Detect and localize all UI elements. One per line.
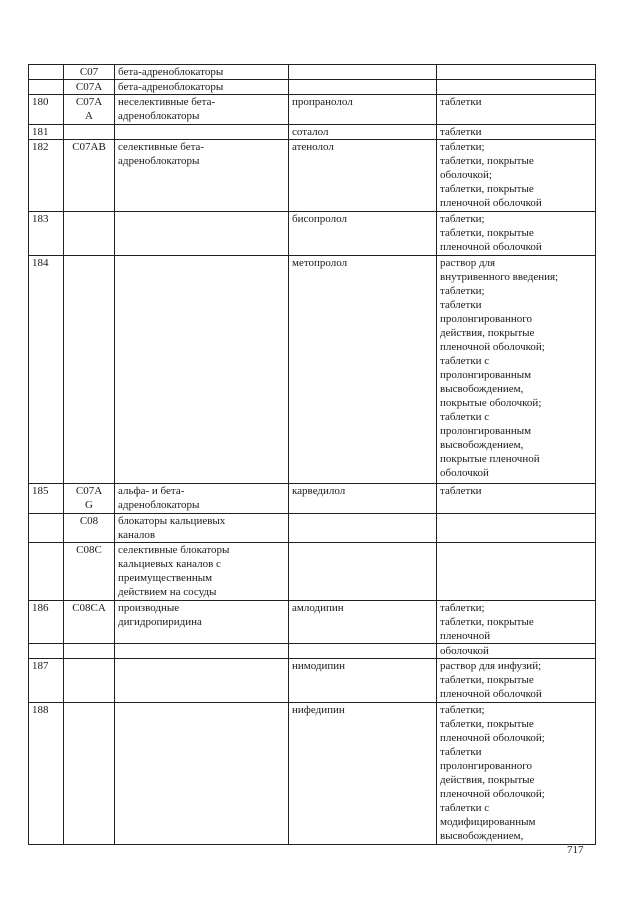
inn-cell	[289, 80, 437, 95]
atc-code: C08	[79, 515, 99, 527]
row-number-cell	[29, 256, 64, 484]
row-number-cell	[29, 644, 64, 659]
atc-code-cell	[64, 484, 115, 514]
group-name: бета-адреноблокаторы	[118, 66, 224, 78]
dosage-form-cell	[437, 125, 596, 140]
drug-name: амлодипин	[292, 602, 344, 614]
row-number-cell	[29, 659, 64, 703]
row-number: 188	[32, 704, 49, 716]
row-number: 182	[32, 141, 49, 153]
group-name: бета-адреноблокаторы	[118, 81, 224, 93]
table-row	[29, 125, 596, 140]
drug-name: карведилол	[292, 485, 346, 497]
page-number: 717	[567, 844, 584, 856]
inn-cell	[289, 644, 437, 659]
table-row	[29, 601, 596, 644]
atc-code-cell	[64, 644, 115, 659]
atc-code: C08C	[76, 544, 102, 556]
atc-code-cell	[64, 125, 115, 140]
atc-code-cell	[64, 65, 115, 80]
group-name: селективные бета- адреноблокаторы	[118, 141, 205, 167]
row-number: 181	[32, 126, 49, 138]
table-row	[29, 212, 596, 256]
drug-name: нимодипин	[292, 660, 346, 672]
group-cell	[115, 65, 289, 80]
group-cell	[115, 484, 289, 514]
group-cell	[115, 212, 289, 256]
table-row	[29, 80, 596, 95]
atc-code: C07A A	[75, 96, 103, 122]
dosage-form-cell	[437, 514, 596, 543]
inn-cell	[289, 140, 437, 212]
group-cell	[115, 659, 289, 703]
atc-code-cell	[64, 601, 115, 644]
group-name: блокаторы кальциевых каналов	[118, 515, 226, 541]
dosage-form-cell	[437, 140, 596, 212]
dosage-form: оболочкой	[440, 645, 489, 657]
group-cell	[115, 543, 289, 601]
row-number-cell	[29, 95, 64, 125]
atc-code-cell	[64, 514, 115, 543]
row-number-cell	[29, 80, 64, 95]
atc-code-cell	[64, 80, 115, 95]
atc-code-cell	[64, 212, 115, 256]
atc-code-cell	[64, 543, 115, 601]
group-name: альфа- и бета- адреноблокаторы	[118, 485, 200, 511]
drug-name: бисопролол	[292, 213, 347, 225]
table-row	[29, 140, 596, 212]
group-name: неселективные бета- адреноблокаторы	[118, 96, 216, 122]
dosage-form: таблетки; таблетки, покрытые пленочной оболочкой; таблетки пролонгированного действия, покрытые пленочной оболочкой; таблетки с модифицированным высвобождением,	[440, 704, 545, 842]
dosage-form-cell	[437, 659, 596, 703]
dosage-form-cell	[437, 601, 596, 644]
dosage-form-cell	[437, 95, 596, 125]
atc-code-cell	[64, 140, 115, 212]
group-cell	[115, 125, 289, 140]
inn-cell	[289, 543, 437, 601]
table-row	[29, 256, 596, 484]
group-cell	[115, 256, 289, 484]
inn-cell	[289, 484, 437, 514]
atc-code: C07A G	[75, 485, 103, 511]
dosage-form-cell	[437, 212, 596, 256]
atc-code-cell	[64, 95, 115, 125]
atc-code-cell	[64, 703, 115, 845]
row-number-cell	[29, 484, 64, 514]
drug-name: атенолол	[292, 141, 334, 153]
row-number: 183	[32, 213, 49, 225]
drug-name: соталол	[292, 126, 329, 138]
group-cell	[115, 514, 289, 543]
dosage-form-cell	[437, 543, 596, 601]
group-cell	[115, 601, 289, 644]
group-name: селективные блокаторы кальциевых каналов с преимущественным действием на сосуды	[118, 544, 230, 598]
inn-cell	[289, 65, 437, 80]
dosage-form-cell	[437, 703, 596, 845]
row-number-cell	[29, 703, 64, 845]
table-row	[29, 644, 596, 659]
dosage-form: таблетки; таблетки, покрытые оболочкой; таблетки, покрытые пленочной оболочкой	[440, 141, 542, 209]
inn-cell	[289, 601, 437, 644]
atc-code-cell	[64, 659, 115, 703]
dosage-form: таблетки; таблетки, покрытые пленочной оболочкой	[440, 213, 542, 253]
row-number-cell	[29, 65, 64, 80]
atc-code: C08CA	[72, 602, 106, 614]
dosage-form-cell	[437, 80, 596, 95]
dosage-form-cell	[437, 65, 596, 80]
row-number: 185	[32, 485, 49, 497]
drug-name: нифедипин	[292, 704, 345, 716]
inn-cell	[289, 703, 437, 845]
atc-code-cell	[64, 256, 115, 484]
table-row	[29, 659, 596, 703]
table-row	[29, 65, 596, 80]
row-number-cell	[29, 212, 64, 256]
inn-cell	[289, 514, 437, 543]
dosage-form: таблетки	[440, 485, 482, 497]
row-number: 180	[32, 96, 49, 108]
dosage-form: таблетки; таблетки, покрытые пленочной	[440, 602, 534, 642]
drug-list-table	[28, 64, 596, 845]
atc-code: C07	[79, 66, 99, 78]
row-number-cell	[29, 601, 64, 644]
row-number-cell	[29, 140, 64, 212]
dosage-form: раствор для внутривенного введения; таблетки; таблетки пролонгированного действия, покрытые пленочной оболочкой; таблетки с пролонгированным высвобождением, покрытые оболочкой; таблетки с пролонгированным высвобождением, покрытые пленочной оболочкой	[440, 257, 559, 479]
inn-cell	[289, 256, 437, 484]
inn-cell	[289, 95, 437, 125]
atc-code: C07AB	[72, 141, 106, 153]
dosage-form: раствор для инфузий; таблетки, покрытые пленочной оболочкой	[440, 660, 542, 700]
row-number-cell	[29, 543, 64, 601]
inn-cell	[289, 212, 437, 256]
table-row	[29, 484, 596, 514]
atc-code: C07A	[75, 81, 103, 93]
dosage-form: таблетки	[440, 126, 482, 138]
dosage-form-cell	[437, 484, 596, 514]
dosage-form: таблетки	[440, 96, 482, 108]
table-row	[29, 95, 596, 125]
group-cell	[115, 644, 289, 659]
row-number-cell	[29, 514, 64, 543]
group-cell	[115, 140, 289, 212]
group-cell	[115, 703, 289, 845]
table-row	[29, 514, 596, 543]
dosage-form-cell	[437, 644, 596, 659]
group-cell	[115, 95, 289, 125]
dosage-form-cell	[437, 256, 596, 484]
inn-cell	[289, 125, 437, 140]
inn-cell	[289, 659, 437, 703]
group-cell	[115, 80, 289, 95]
table-row	[29, 703, 596, 845]
row-number: 184	[32, 257, 49, 269]
row-number: 186	[32, 602, 49, 614]
row-number: 187	[32, 660, 49, 672]
table-row	[29, 543, 596, 601]
drug-name: метопролол	[292, 257, 348, 269]
drug-name: пропранолол	[292, 96, 353, 108]
row-number-cell	[29, 125, 64, 140]
group-name: производные дигидропиридина	[118, 602, 202, 628]
